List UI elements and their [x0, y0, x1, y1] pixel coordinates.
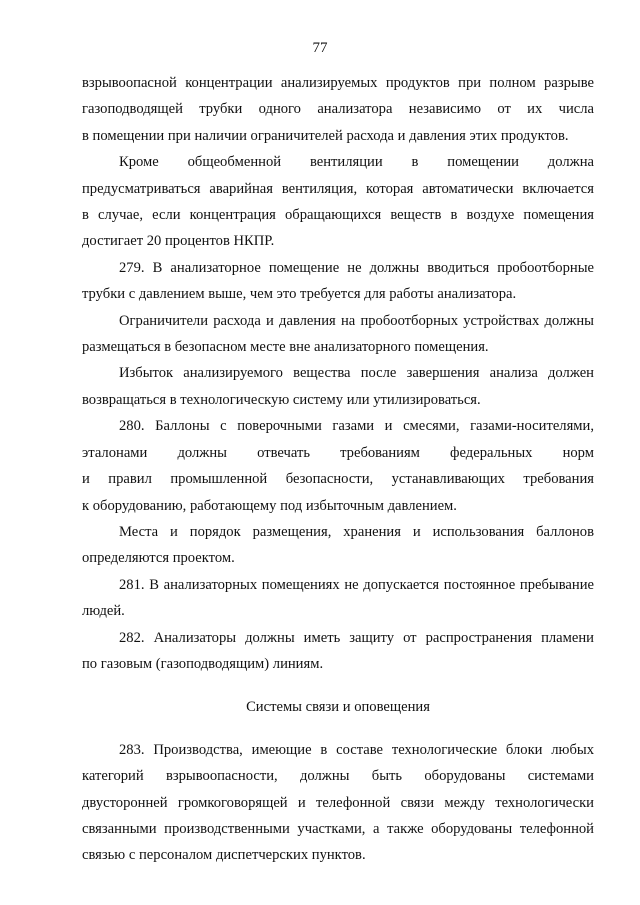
text-line: в случае, если концентрация обращающихся веществ в воздухе помещения [82, 207, 594, 224]
text-line: взрывоопасной концентрации анализируемых продуктов при полном разрыве [82, 75, 594, 91]
text-line: связью с персоналом диспетчерских пунктов. [82, 847, 366, 864]
paragraph-282 [82, 625, 594, 678]
paragraph-283 [82, 737, 594, 869]
text-line: Места и порядок размещения, хранения и использования баллонов [119, 523, 594, 540]
text-line: размещаться в безопасном месте вне анализаторного помещения. [82, 339, 489, 356]
page-number: 77 [312, 40, 328, 56]
text-line: достигает 20 процентов НКПР. [82, 233, 275, 250]
paragraph-281 [82, 572, 594, 625]
text-line: Ограничители расхода и давления на пробоотборных устройствах должны [119, 312, 594, 329]
paragraph-279 [82, 255, 594, 308]
text-line: 283. Производства, имеющие в составе технологические блоки любых [119, 741, 594, 758]
text-line: определяются проектом. [82, 550, 235, 567]
document-body [82, 70, 594, 869]
text-line: 281. В анализаторных помещениях не допускается постоянное пребывание [119, 576, 594, 593]
text-line: Избыток анализируемого вещества после завершения анализа должен [119, 365, 594, 382]
text-line: и правил промышленной безопасности, устанавливающих требования [82, 471, 594, 488]
paragraph-cylinder-placement [82, 519, 594, 572]
text-line: к оборудованию, работающему под избыточным давлением. [82, 497, 457, 514]
text-line: в помещении при наличии ограничителей расхода и давления этих продуктов. [82, 127, 569, 144]
text-line: предусматриваться аварийная вентиляция, которая автоматически включается [82, 180, 594, 197]
section-heading: Системы связи и оповещения [246, 699, 430, 716]
text-line: Кроме общеобменной вентиляции в помещении должна [119, 154, 594, 171]
text-line: по газовым (газоподводящим) линиям. [82, 655, 324, 672]
text-line: двусторонней громкоговорящей и телефонной связи между технологически [82, 794, 594, 811]
paragraph-continuation [82, 70, 594, 149]
text-line: газоподводящей трубки одного анализатора независимо от их числа [82, 101, 594, 118]
text-line: 280. Баллоны с поверочными газами и смесями, газами-носителями, [119, 418, 594, 435]
text-line: возвращаться в технологическую систему или утилизироваться. [82, 391, 481, 408]
text-line: эталонами должны отвечать требованиям федеральных норм [82, 444, 594, 461]
paragraph-flow-limiters [82, 308, 594, 361]
text-line: 279. В анализаторное помещение не должны вводиться пробоотборные [119, 259, 594, 276]
text-line: трубки с давлением выше, чем это требуется для работы анализатора. [82, 286, 517, 303]
paragraph-280 [82, 413, 594, 519]
text-line: категорий взрывоопасности, должны быть оборудованы системами [82, 768, 594, 785]
text-line: людей. [82, 603, 125, 620]
text-line: 282. Анализаторы должны иметь защиту от распространения пламени [119, 629, 594, 646]
paragraph-excess-substance [82, 360, 594, 413]
text-line: связанными производственными участками, а также оборудованы телефонной [82, 820, 594, 837]
paragraph-emergency-ventilation [82, 149, 594, 255]
